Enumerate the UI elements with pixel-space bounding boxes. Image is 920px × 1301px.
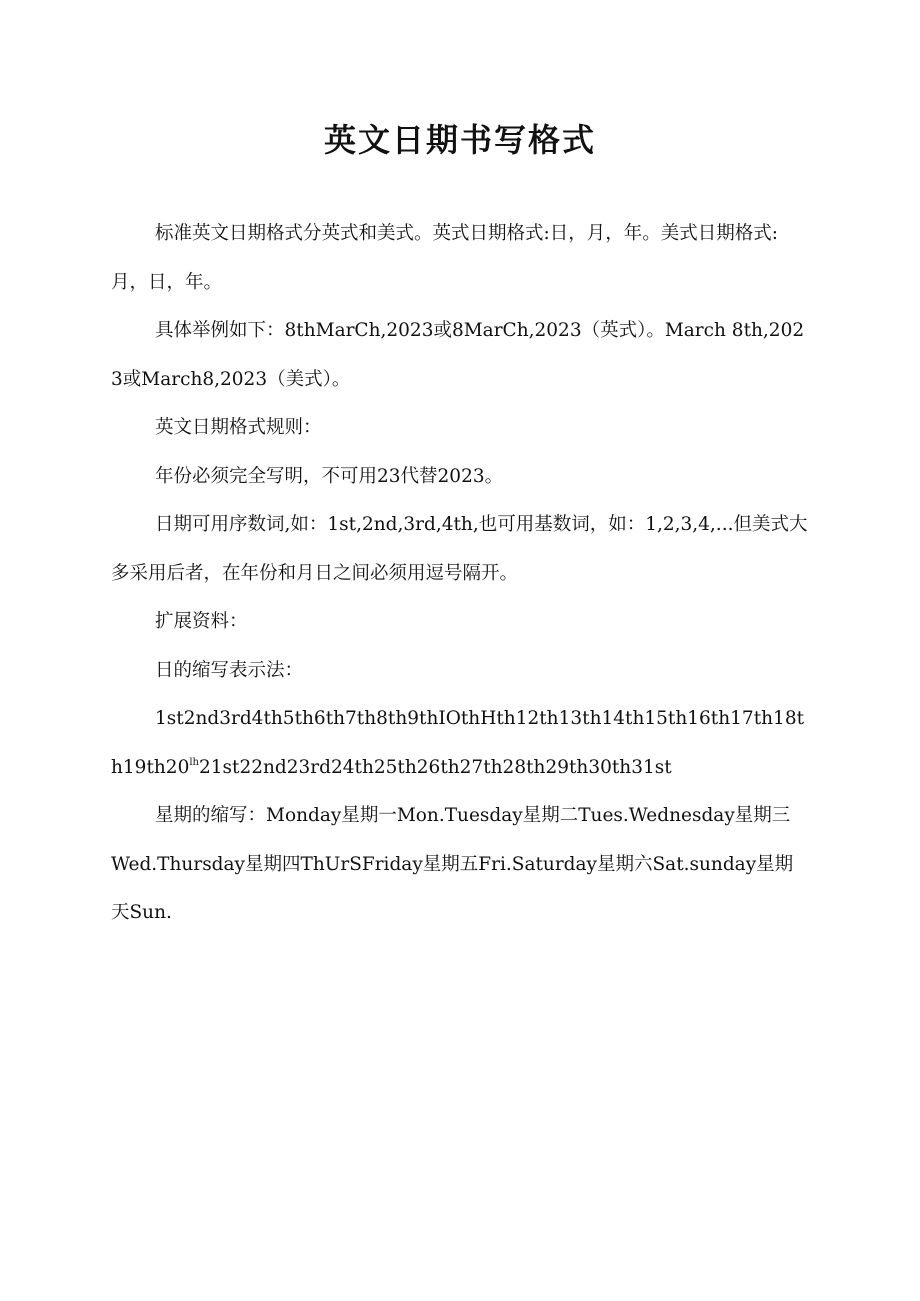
paragraph-day-abbreviations (111, 695, 809, 792)
paragraph-standard-formats: 标准英文日期格式分英式和美式。英式日期格式:日，月，年。美式日期格式:月，日，年。 (111, 223, 778, 293)
day-abbrev-part-2: 21st22nd23rd24th25th26th27th28th29th30th31st (199, 756, 672, 778)
day-abbrev-part-1: 1st2nd3rd4th5th6th7th8th9thIOthHth12th13th14th15th16th17th18th19th20 (111, 708, 805, 778)
paragraph-extended-heading: 扩展资料： (155, 611, 248, 632)
paragraph-rules-heading: 英文日期格式规则： (155, 417, 322, 438)
document-title: 英文日期书写格式 (323, 121, 596, 159)
paragraph-year-rule: 年份必须完全写明，不可用23代替2023。 (155, 465, 504, 487)
paragraph-weekday-abbreviations: 星期的缩写：Monday星期一Mon.Tuesday星期二Tues.Wednesday星期三Wed.Thursday星期四ThUrSFriday星期五Fri.Saturday星期六Sat.sunday星期天Sun. (111, 805, 794, 923)
paragraph-day-abbrev-heading: 日的缩写表示法： (155, 659, 304, 681)
day-abbrev-superscript: lh (189, 756, 199, 768)
paragraph-examples: 具体举例如下：8thMarCh,2023或8MarCh,2023（英式）。March 8th,2023或March8,2023（美式）。 (111, 320, 805, 390)
document-body (111, 210, 809, 938)
paragraph-day-rule: 日期可用序数词,如：1st,2nd,3rd,4th,也可用基数词，如：1,2,3,4,...但美式大多采用后者，在年份和月日之间必须用逗号隔开。 (111, 514, 808, 584)
